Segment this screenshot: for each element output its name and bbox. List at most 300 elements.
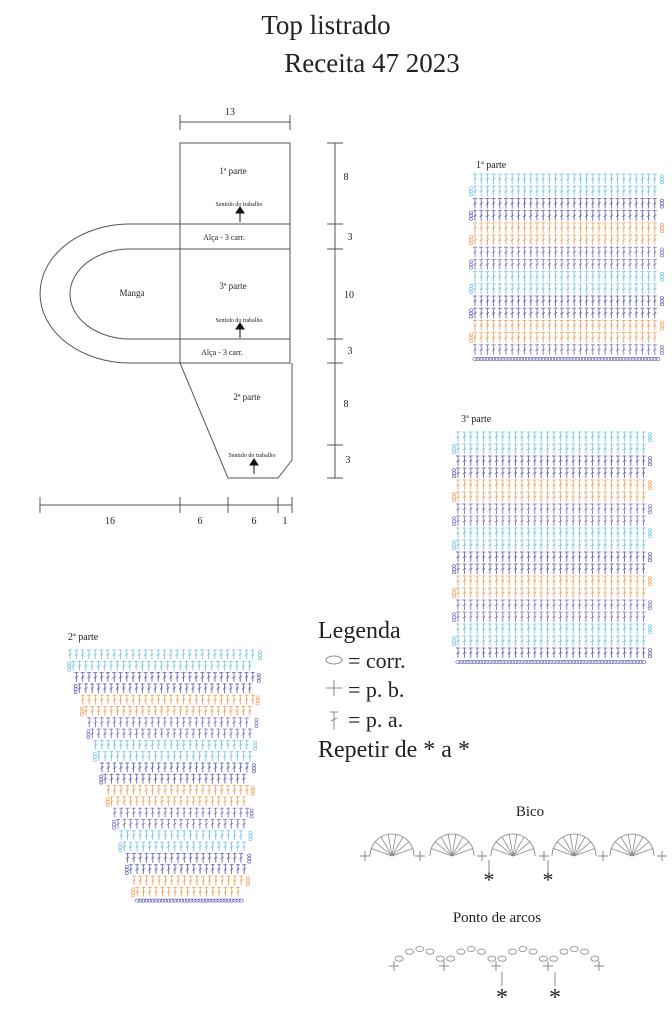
stitch-dc	[93, 673, 97, 682]
arc-chain	[570, 946, 578, 951]
stitch-chain	[469, 340, 472, 343]
stitch-chain	[132, 888, 135, 891]
stitch-dc	[571, 564, 575, 574]
stitch-dc	[603, 235, 607, 245]
stitch-dc	[504, 235, 508, 245]
stitch-dc	[535, 259, 539, 269]
stitch-dc	[138, 853, 142, 862]
stitch-dc	[616, 456, 620, 466]
stitch-dc	[566, 235, 570, 245]
stitch-dc	[616, 468, 620, 478]
stitch-dc	[520, 588, 524, 598]
stitch-dc	[498, 259, 502, 269]
stitch-dc	[462, 456, 466, 466]
stitch-dc	[610, 432, 614, 442]
stitch-dc	[242, 820, 246, 829]
stitch-dc	[109, 707, 113, 716]
stitch-dc	[539, 588, 543, 598]
single-crochet-icon	[326, 680, 342, 696]
stitch-dc	[176, 831, 180, 840]
stitch-dc	[182, 876, 186, 885]
stitch-dc	[157, 718, 161, 727]
stitch-dc	[113, 740, 117, 749]
stitch-dc	[535, 308, 539, 318]
stitch-dc	[194, 695, 198, 704]
stitch-dc	[616, 259, 620, 269]
stitch-dc	[147, 797, 151, 806]
stitch-dc	[78, 661, 82, 670]
stitch-dc	[597, 456, 601, 466]
stitch-dc	[494, 444, 498, 454]
stitch-dc	[128, 707, 132, 716]
stitch-dc	[516, 308, 520, 318]
stitch-dc	[456, 600, 460, 610]
stitch-dc	[195, 763, 199, 772]
stitch-dc	[514, 468, 518, 478]
stitch-dc	[628, 259, 632, 269]
stitch-dc	[510, 296, 514, 306]
stitch-dc	[179, 752, 183, 761]
stitch-dc	[507, 504, 511, 514]
stitch-dc	[223, 774, 227, 783]
stitch-dc	[597, 259, 601, 269]
stitch-dc	[210, 774, 214, 783]
stitch-dc	[642, 504, 646, 514]
stitch-chain	[452, 496, 455, 499]
stitch-dc	[552, 504, 556, 514]
stitch-dc	[510, 308, 514, 318]
stitch-dc	[194, 718, 198, 727]
stitch-dc	[229, 752, 233, 761]
stitch-dc	[629, 540, 633, 550]
stitch-dc	[462, 636, 466, 646]
stitch-dc	[642, 540, 646, 550]
stitch-chain	[469, 336, 472, 339]
stitch-dc	[603, 432, 607, 442]
stitch-dc	[90, 684, 94, 693]
stitch-dc	[584, 636, 588, 646]
stitch-dc	[622, 468, 626, 478]
stitch-dc	[148, 887, 152, 896]
dim-h4: 3	[347, 346, 353, 357]
stitch-dc	[223, 842, 227, 851]
stitch-dc	[539, 432, 543, 442]
stitch-dc	[156, 650, 160, 659]
arc-chain	[426, 949, 434, 954]
stitch-dc	[151, 786, 155, 795]
stitch-dc	[578, 576, 582, 586]
stitch-dc	[609, 198, 613, 208]
stitch-chain	[452, 640, 455, 643]
stitch-dc	[208, 853, 212, 862]
stitch-dc	[546, 588, 550, 598]
stitch-dc	[469, 528, 473, 538]
stitch-dc	[473, 211, 477, 221]
stitch-dc	[135, 887, 139, 896]
stitch-dc	[485, 333, 489, 343]
chart-part3	[452, 432, 651, 664]
stitch-dc	[462, 588, 466, 598]
stitch-dc	[616, 320, 620, 330]
stitch-dc	[510, 186, 514, 196]
stitch-dc	[622, 624, 626, 634]
fan-stitch	[371, 848, 392, 856]
stitch-dc	[597, 186, 601, 196]
stitch-dc	[597, 600, 601, 610]
stitch-dc	[552, 432, 556, 442]
stitch-dc	[226, 786, 230, 795]
stitch-dc	[616, 223, 620, 233]
stitch-dc	[201, 718, 205, 727]
stitch-dc	[529, 247, 533, 257]
stitch-dc	[585, 223, 589, 233]
stitch-dc	[533, 612, 537, 622]
stitch-dc	[565, 444, 569, 454]
stitch-chain	[254, 747, 257, 750]
stitch-dc	[501, 624, 505, 634]
stitch-dc	[100, 695, 104, 704]
stitch-dc	[629, 480, 633, 490]
stitch-dc	[584, 612, 588, 622]
stitch-dc	[170, 876, 174, 885]
stitch-dc	[523, 284, 527, 294]
stitch-dc	[229, 684, 233, 693]
stitch-dc	[462, 516, 466, 526]
stitch-dc	[492, 259, 496, 269]
stitch-dc	[642, 468, 646, 478]
stitch-chain	[660, 279, 663, 282]
stitch-dc	[469, 516, 473, 526]
stitch-dc	[578, 480, 582, 490]
stitch-dc	[94, 740, 98, 749]
stitch-chain	[648, 628, 651, 631]
stitch-dc	[647, 186, 651, 196]
stitch-dc	[116, 729, 120, 738]
stitch-dc	[144, 740, 148, 749]
stitch-dc	[565, 432, 569, 442]
stitch-dc	[571, 648, 575, 658]
stitch-dc	[175, 650, 179, 659]
stitch-dc	[616, 600, 620, 610]
stitch-dc	[523, 333, 527, 343]
stitch-dc	[71, 661, 75, 670]
stitch-dc	[141, 842, 145, 851]
stitch-dc	[498, 296, 502, 306]
stitch-dc	[558, 516, 562, 526]
stitch-dc	[585, 345, 589, 355]
stitch-dc	[462, 624, 466, 634]
stitch-dc	[642, 648, 646, 658]
stitch-dc	[622, 186, 626, 196]
stitch-dc	[482, 600, 486, 610]
stitch-dc	[507, 456, 511, 466]
stitch-dc	[535, 186, 539, 196]
stitch-dc	[131, 650, 135, 659]
stitch-dc	[191, 707, 195, 716]
stitch-dc	[514, 444, 518, 454]
stitch-dc	[141, 774, 145, 783]
chart-part2-title: 2ª parte	[68, 632, 99, 643]
stitch-dc	[473, 308, 477, 318]
stitch-dc	[622, 480, 626, 490]
stitch-dc	[653, 235, 657, 245]
stitch-dc	[523, 296, 527, 306]
stitch-dc	[176, 853, 180, 862]
stitch-dc	[211, 887, 215, 896]
stitch-dc	[207, 831, 211, 840]
stitch-chain	[252, 767, 255, 770]
stitch-dc	[501, 516, 505, 526]
stitch-dc	[510, 259, 514, 269]
stitch-dc	[523, 272, 527, 282]
stitch-chain	[648, 556, 651, 559]
stitch-dc	[169, 650, 173, 659]
stitch-dc	[479, 247, 483, 257]
stitch-chain	[660, 248, 663, 251]
stitch-dc	[167, 887, 171, 896]
stitch-dc	[211, 842, 215, 851]
stitch-dc	[116, 752, 120, 761]
stitch-chain	[257, 680, 260, 683]
stitch-dc	[566, 308, 570, 318]
stitch-dc	[541, 259, 545, 269]
stitch-dc	[129, 842, 133, 851]
fan-stitch	[435, 842, 452, 856]
stitch-chain	[257, 676, 260, 679]
stitch-dc	[541, 272, 545, 282]
stitch-dc	[560, 186, 564, 196]
stitch-dc	[552, 480, 556, 490]
stitch-dc	[485, 284, 489, 294]
stitch-dc	[494, 492, 498, 502]
stitch-dc	[507, 480, 511, 490]
stitch-dc	[635, 504, 639, 514]
stitch-chain	[648, 436, 651, 439]
stitch-dc	[188, 786, 192, 795]
stitch-dc	[572, 296, 576, 306]
stitch-dc	[653, 333, 657, 343]
stitch-dc	[516, 272, 520, 282]
stitch-dc	[475, 432, 479, 442]
stitch-dc	[526, 576, 530, 586]
stitch-chain	[648, 577, 651, 580]
stitch-dc	[223, 729, 227, 738]
stitch-dc	[456, 588, 460, 598]
stitch-dc	[169, 718, 173, 727]
stitch-dc	[590, 648, 594, 658]
arcos-edging	[389, 946, 604, 986]
stitch-dc	[609, 320, 613, 330]
stitch-dc	[622, 308, 626, 318]
stitch-dc	[629, 456, 633, 466]
stitch-dc	[622, 333, 626, 343]
stitch-dc	[494, 468, 498, 478]
stitch-dc	[610, 492, 614, 502]
stitch-dc	[591, 247, 595, 257]
stitch-dc	[501, 612, 505, 622]
stitch-dc	[148, 820, 152, 829]
stitch-dc	[504, 259, 508, 269]
stitch-dc	[135, 842, 139, 851]
stitch-dc	[134, 684, 138, 693]
stitch-chain	[660, 251, 663, 254]
stitch-dc	[492, 223, 496, 233]
stitch-dc	[616, 247, 620, 257]
stitch-dc	[622, 564, 626, 574]
stitch-dc	[166, 661, 170, 670]
stitch-dc	[192, 820, 196, 829]
stitch-dc	[226, 808, 230, 817]
stitch-dc	[535, 174, 539, 184]
stitch-dc	[616, 552, 620, 562]
stitch-chain	[248, 854, 251, 857]
stitch-dc	[516, 296, 520, 306]
stitch-dc	[622, 296, 626, 306]
stitch-dc	[622, 198, 626, 208]
stitch-dc	[236, 774, 240, 783]
stitch-dc	[200, 650, 204, 659]
dim-h5: 8	[343, 399, 349, 410]
stitch-dc	[125, 695, 129, 704]
stitch-dc	[571, 492, 575, 502]
stitch-dc	[84, 707, 88, 716]
stitch-dc	[597, 588, 601, 598]
stitch-dc	[138, 831, 142, 840]
stitch-dc	[616, 198, 620, 208]
stitch-dc	[558, 432, 562, 442]
foundation-chain	[641, 660, 645, 663]
stitch-dc	[578, 456, 582, 466]
stitch-dc	[547, 345, 551, 355]
stitch-dc	[554, 308, 558, 318]
stitch-chain	[250, 815, 253, 818]
stitch-dc	[469, 540, 473, 550]
stitch-dc	[622, 259, 626, 269]
stitch-dc	[106, 695, 110, 704]
stitch-chain	[256, 702, 259, 705]
fan-arc	[370, 834, 414, 856]
stitch-dc	[554, 320, 558, 330]
stitch-dc	[150, 763, 154, 772]
stitch-dc	[597, 468, 601, 478]
stitch-dc	[138, 695, 142, 704]
stitch-dc	[514, 624, 518, 634]
stitch-dc	[603, 345, 607, 355]
stitch-dc	[504, 223, 508, 233]
stitch-dc	[244, 650, 248, 659]
stitch-dc	[150, 740, 154, 749]
stitch-chain	[255, 722, 258, 725]
stitch-dc	[584, 624, 588, 634]
stitch-dc	[192, 887, 196, 896]
stitch-dc	[160, 684, 164, 693]
stitch-chain	[452, 547, 455, 550]
stitch-chain	[255, 718, 258, 721]
stitch-dc	[610, 528, 614, 538]
stitch-dc	[239, 808, 243, 817]
stitch-dc	[150, 673, 154, 682]
stitch-dc	[198, 820, 202, 829]
stitch-dc	[144, 808, 148, 817]
stitch-dc	[629, 648, 633, 658]
stitch-dc	[526, 432, 530, 442]
stitch-dc	[204, 661, 208, 670]
stitch-dc	[154, 820, 158, 829]
stitch-dc	[485, 247, 489, 257]
stitch-dc	[565, 636, 569, 646]
stitch-dc	[616, 345, 620, 355]
fan-stitch	[513, 842, 530, 856]
stitch-dc	[558, 540, 562, 550]
stitch-chain	[93, 752, 96, 755]
stitch-dc	[535, 223, 539, 233]
stitch-dc	[558, 600, 562, 610]
stitch-dc	[81, 695, 85, 704]
stitch-dc	[475, 516, 479, 526]
stitch-dc	[160, 797, 164, 806]
stitch-dc	[129, 865, 133, 874]
stitch-dc	[629, 432, 633, 442]
stitch-dc	[552, 456, 556, 466]
stitch-dc	[560, 235, 564, 245]
stitch-dc	[479, 320, 483, 330]
stitch-dc	[622, 272, 626, 282]
stitch-dc	[653, 259, 657, 269]
fan-arc	[430, 834, 474, 856]
stitch-dc	[507, 468, 511, 478]
stitch-dc	[87, 650, 91, 659]
fan-arc	[491, 834, 535, 856]
stitch-dc	[211, 820, 215, 829]
stitch-dc	[510, 320, 514, 330]
stitch-dc	[523, 186, 527, 196]
stitch-dc	[653, 223, 657, 233]
stitch-dc	[223, 820, 227, 829]
fan-stitch	[553, 848, 574, 856]
stitch-dc	[191, 774, 195, 783]
stitch-dc	[475, 612, 479, 622]
stitch-dc	[226, 650, 230, 659]
stitch-dc	[154, 774, 158, 783]
stitch-dc	[616, 492, 620, 502]
stitch-dc	[628, 174, 632, 184]
stitch-dc	[510, 247, 514, 257]
stitch-dc	[479, 259, 483, 269]
stitch-dc	[230, 842, 234, 851]
stitch-dc	[634, 284, 638, 294]
stitch-dc	[572, 247, 576, 257]
stitch-dc	[603, 636, 607, 646]
stitch-dc	[560, 259, 564, 269]
stitch-dc	[603, 504, 607, 514]
stitch-dc	[520, 624, 524, 634]
stitch-dc	[504, 333, 508, 343]
stitch-dc	[475, 564, 479, 574]
stitch-dc	[494, 648, 498, 658]
stitch-dc	[251, 650, 255, 659]
stitch-dc	[191, 684, 195, 693]
stitch-dc	[488, 588, 492, 598]
stitch-dc	[220, 808, 224, 817]
stitch-dc	[122, 797, 126, 806]
stitch-dc	[523, 259, 527, 269]
stitch-dc	[103, 684, 107, 693]
stitch-dc	[488, 648, 492, 658]
stitch-dc	[558, 528, 562, 538]
stitch-dc	[565, 540, 569, 550]
stitch-dc	[469, 576, 473, 586]
stitch-dc	[204, 774, 208, 783]
